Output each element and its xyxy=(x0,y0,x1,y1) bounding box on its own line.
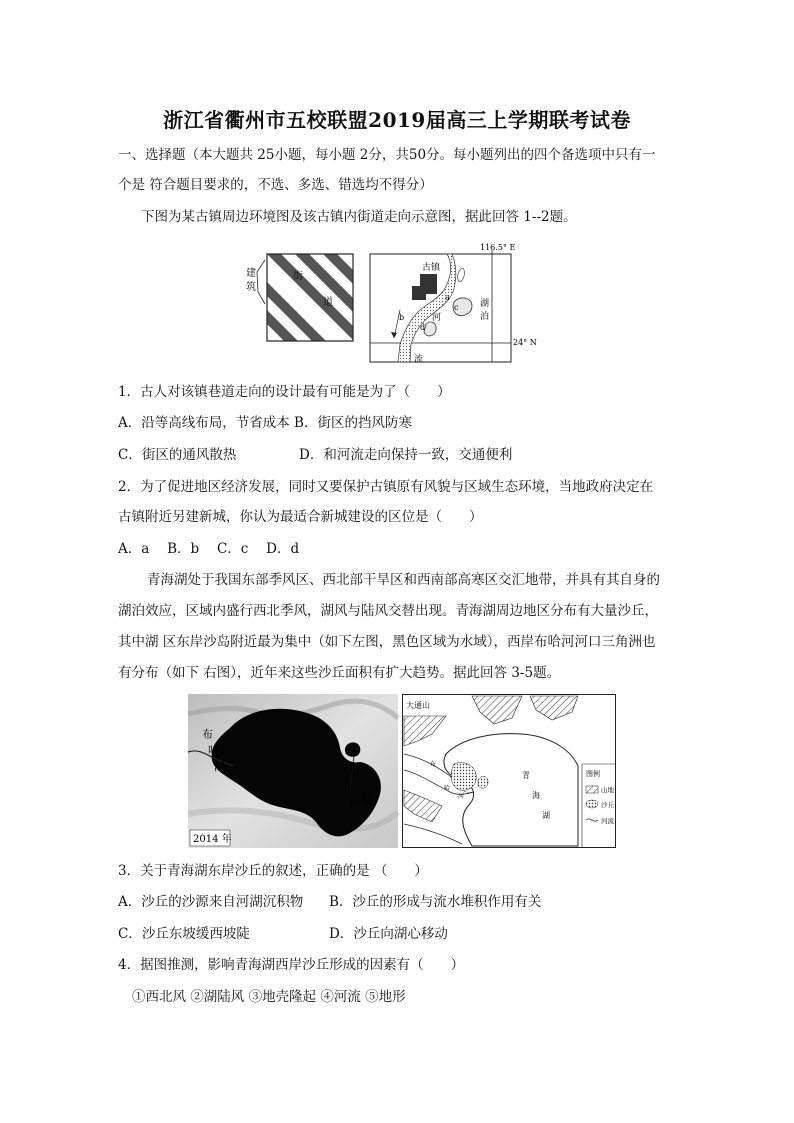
street-char2: 道 xyxy=(323,297,333,308)
q3-option-a: A．沙丘的沙源来自河湖沉积物 xyxy=(118,894,304,910)
legend-mountain: 山地 xyxy=(601,786,614,794)
mountain-label: 大通山 xyxy=(406,701,430,710)
lake-label-qing: 青 xyxy=(522,771,530,780)
svg-text:河: 河 xyxy=(458,793,465,800)
q2-stem-line2: 古镇附近另建新城，你认为最适合新城建设的区位是（ ） xyxy=(118,509,483,525)
page-title: 浙江省衢州市五校联盟2019届高三上学期联考试卷 xyxy=(163,108,631,132)
passage2-line3: 其中湖 区东岸沙岛附近最为集中（如下左图，黑色区域为水域），西岸布哈河河口三角洲也 xyxy=(118,634,656,650)
passage1-text: 下图为某古镇周边环境图及该古镇内街道走向示意图，据此回答 1--2题。 xyxy=(141,209,577,225)
lake-char2: 泊 xyxy=(480,312,490,322)
town-label: 古镇 xyxy=(422,263,441,273)
legend-dune: 沙丘 xyxy=(601,801,614,809)
river-char1: 河 xyxy=(432,313,442,323)
section-intro-line1: 一、选择题（本大题共 25小题，每小题 2分，共50分。每小题列出的四个备选项中只有一 xyxy=(118,147,656,163)
q3-option-c: C．沙丘东坡缓西坡陡 xyxy=(118,926,250,942)
q1-options-ab: A．沿等高线布局，节省成本 B．街区的挡风防寒 xyxy=(118,415,412,431)
q1-stem: 1．古人对该镇巷道走向的设计最有可能是为了（ ） xyxy=(118,384,451,400)
river-char-he: 河 xyxy=(214,760,225,773)
q4-options: ①西北风 ②湖陆风 ③地壳隆起 ④河流 ⑤地形 xyxy=(132,989,406,1005)
sand-island-label: 沙岛 xyxy=(350,794,372,807)
legend-river: 河流 xyxy=(601,817,614,825)
street-char1: 街 xyxy=(293,271,303,282)
q2-options: A．a B．b C．c D．d xyxy=(118,541,300,557)
lake-label-hu: 湖 xyxy=(542,811,550,820)
q1-option-c: C．街区的通风散热 xyxy=(118,447,237,463)
latitude-label: 24° N xyxy=(513,338,537,347)
small-lake xyxy=(424,322,436,336)
point-d: d xyxy=(420,323,426,332)
sand-island xyxy=(345,742,360,756)
q3-stem: 3．关于青海湖东岸沙丘的叙述，正确的是 （ ） xyxy=(118,863,428,879)
river-char2: 流 xyxy=(414,355,424,365)
q3-option-b: B．沙丘的形成与流水堆积作用有关 xyxy=(329,894,542,910)
lake-label-hai: 海 xyxy=(532,791,540,800)
street-diagram xyxy=(267,254,353,341)
lake-char1: 湖 xyxy=(480,299,490,309)
figure2-right-schematic-map xyxy=(402,694,616,848)
section-intro-line2: 个是 符合题目要求的，不选、多选、错选均不得分） xyxy=(118,177,433,193)
svg-text:布: 布 xyxy=(430,761,437,768)
legend-title: 图例 xyxy=(586,770,600,778)
passage2-line2: 湖泊效应，区域内盛行西北季风，湖风与陆风交替出现。青海湖周边地区分布有大量沙丘， xyxy=(118,603,658,619)
passage2-line1: 青海湖处于我国东部季风区、西北部干旱区和西南部高寒区交汇地带，并具有其自身的 xyxy=(147,572,660,588)
svg-text:哈: 哈 xyxy=(444,785,451,792)
passage2-line4: 有分布（如下 右图），近年来这些沙丘面积有扩大趋势。据此回答 3-5题。 xyxy=(118,665,561,681)
q4-stem: 4．据图推测，影响青海湖西岸沙丘形成的因素有（ ） xyxy=(118,957,465,973)
q2-stem-line1: 2．为了促进地区经济发展，同时又要保护古镇原有风貌与区域生态环境，当地政府决定在 xyxy=(118,479,654,495)
figure1-town-map xyxy=(240,240,537,370)
point-a: a xyxy=(445,293,450,302)
river-char-ha: 哈 xyxy=(208,744,219,757)
building-label: 建筑 xyxy=(246,268,256,293)
longitude-label: 116.5° E xyxy=(480,243,516,252)
point-c: c xyxy=(454,303,459,312)
river-char-bu: 布 xyxy=(202,728,213,741)
q1-option-d: D．和河流走向保持一致，交通便利 xyxy=(299,447,513,463)
figure2-left-satellite-map xyxy=(188,694,398,848)
q3-option-d: D．沙丘向湖心移动 xyxy=(329,926,448,942)
point-b: b xyxy=(399,313,405,322)
year-label: 2014 年 xyxy=(193,834,232,845)
